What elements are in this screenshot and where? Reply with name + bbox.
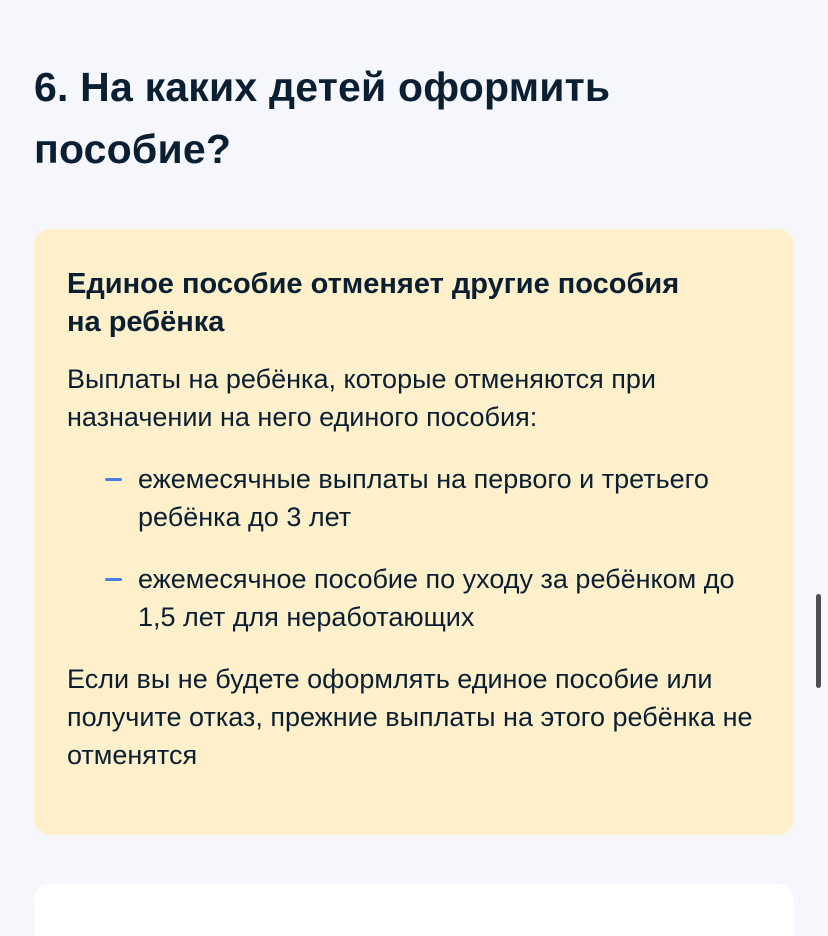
scrollbar[interactable] [816,594,821,688]
list-item [67,560,767,636]
info-card-intro: Выплаты на ребёнка, которые отменяются при назначении на него единого пособия: [67,364,656,432]
next-card [34,884,794,936]
list-item [67,460,767,536]
cancelled-payments-list [67,460,762,636]
list-item-text: ежемесячное пособие по уходу за ребёнком до 1,5 лет для неработающих [138,564,735,632]
info-card-title: Единое пособие отменяет другие пособия на ребёнка [67,268,680,338]
info-card [34,229,794,835]
dash-icon [105,478,122,481]
list-item-text: ежемесячные выплаты на первого и третьего ребёнка до 3 лет [138,464,709,532]
dash-icon [105,578,122,581]
info-card-outro: Если вы не будете оформлять единое пособие или получите отказ, прежние выплаты на этого ребёнка не отменятся [67,664,753,770]
section-title: 6. На каких детей оформить пособие? [34,64,611,172]
